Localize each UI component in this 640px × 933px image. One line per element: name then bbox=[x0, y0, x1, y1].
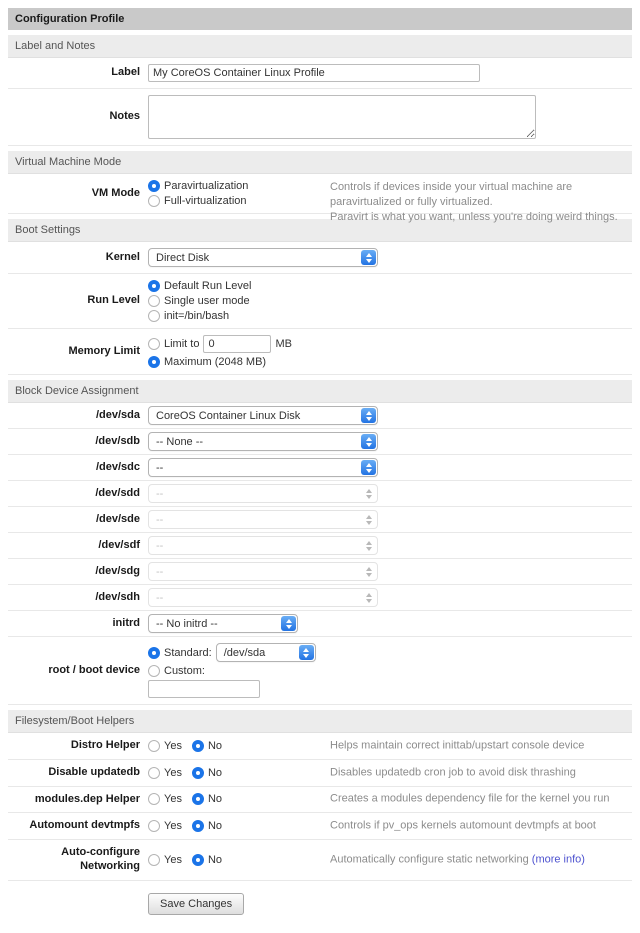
select-stepper-icon bbox=[361, 564, 376, 579]
device-label: /dev/sde bbox=[95, 512, 140, 525]
helper-label: Disable updatedb bbox=[48, 765, 140, 778]
root-device-select-value: /dev/sda bbox=[223, 646, 266, 659]
device-sdc-select[interactable] bbox=[148, 458, 378, 477]
device-label: /dev/sdb bbox=[95, 434, 140, 447]
device-row-sdb bbox=[8, 429, 632, 455]
device-label: /dev/sdf bbox=[98, 538, 140, 551]
yes-label: Yes bbox=[164, 739, 182, 752]
vm-mode-option-full-virtualization[interactable] bbox=[148, 195, 248, 207]
no-label: No bbox=[207, 793, 223, 806]
helper-help-text: Automatically configure static networking (more info) bbox=[330, 853, 585, 866]
yes-label: Yes bbox=[164, 820, 182, 833]
yes-label: Yes bbox=[164, 793, 182, 806]
radio-unchecked-icon[interactable] bbox=[148, 295, 160, 307]
radio-checked-icon[interactable] bbox=[148, 280, 160, 292]
device-select-value: -- bbox=[156, 487, 164, 500]
memory-limit-row bbox=[8, 329, 632, 375]
select-stepper-icon bbox=[361, 538, 376, 553]
kernel-select[interactable] bbox=[148, 248, 378, 267]
section-label-and-notes: Label and Notes bbox=[8, 35, 632, 58]
radio-checked-icon[interactable] bbox=[148, 356, 160, 368]
device-label: /dev/sdg bbox=[95, 564, 140, 577]
kernel-select-value: Direct Disk bbox=[156, 251, 210, 264]
device-sdb-select[interactable] bbox=[148, 432, 378, 451]
radio-checked-icon[interactable] bbox=[148, 647, 160, 659]
memory-unit-label: MB bbox=[275, 338, 292, 350]
run-level-option-label: init=/bin/bash bbox=[164, 310, 230, 322]
no-label: No bbox=[207, 766, 223, 779]
vm-mode-option-paravirtualization[interactable] bbox=[148, 180, 248, 192]
device-sdf-select bbox=[148, 536, 378, 555]
helper-yes-option[interactable] bbox=[148, 740, 182, 752]
device-sdd-select bbox=[148, 484, 378, 503]
device-row-sda bbox=[8, 403, 632, 429]
section-filesystem-boot-helpers: Filesystem/Boot Helpers bbox=[8, 710, 632, 733]
device-row-sdd bbox=[8, 481, 632, 507]
helper-help-text: Disables updatedb cron job to avoid disk thrashing bbox=[330, 766, 576, 779]
page-title: Configuration Profile bbox=[8, 8, 632, 30]
root-boot-device-label: root / boot device bbox=[48, 663, 140, 676]
helper-label: Automount devtmpfs bbox=[29, 819, 140, 832]
device-label: /dev/sda bbox=[95, 408, 140, 421]
memory-limit-to-label: Limit to bbox=[164, 338, 200, 350]
device-label: /dev/sdd bbox=[95, 486, 140, 499]
helper-help-text: Helps maintain correct inittab/upstart console device bbox=[330, 739, 585, 752]
run-level-row bbox=[8, 274, 632, 329]
device-select-value: CoreOS Container Linux Disk bbox=[156, 409, 301, 422]
run-level-option-label: Default Run Level bbox=[164, 280, 252, 292]
device-sdh-select bbox=[148, 588, 378, 607]
label-field-label: Label bbox=[111, 66, 140, 79]
select-stepper-icon bbox=[361, 250, 376, 265]
helper-yes-option[interactable] bbox=[148, 854, 182, 866]
label-row bbox=[8, 58, 632, 89]
select-stepper-icon bbox=[281, 616, 296, 631]
vm-mode-row bbox=[8, 174, 632, 223]
device-row-sde bbox=[8, 507, 632, 533]
device-select-value: -- None -- bbox=[156, 435, 204, 448]
yes-label: Yes bbox=[164, 766, 182, 779]
memory-maximum-label: Maximum (2048 MB) bbox=[164, 356, 267, 368]
notes-textarea[interactable] bbox=[148, 95, 536, 139]
radio-unchecked-icon[interactable] bbox=[148, 767, 160, 779]
select-stepper-icon bbox=[361, 590, 376, 605]
save-changes-button[interactable]: Save Changes bbox=[148, 893, 244, 915]
helper-help-text: Creates a modules dependency file for the kernel you run bbox=[330, 792, 610, 805]
root-device-custom-option[interactable] bbox=[148, 665, 316, 677]
run-level-option-single-user[interactable] bbox=[148, 295, 251, 307]
run-level-option-label: Single user mode bbox=[164, 295, 250, 307]
helper-no-option[interactable] bbox=[192, 793, 222, 805]
device-label: /dev/sdh bbox=[95, 590, 140, 603]
initrd-select-value: -- No initrd -- bbox=[156, 617, 218, 630]
kernel-label: Kernel bbox=[105, 250, 140, 263]
radio-unchecked-icon[interactable] bbox=[148, 338, 160, 350]
memory-maximum-option[interactable] bbox=[148, 356, 292, 368]
device-row-sdc bbox=[8, 455, 632, 481]
vm-mode-option-label: Paravirtualization bbox=[164, 180, 249, 192]
run-level-option-default[interactable] bbox=[148, 280, 251, 292]
section-boot-settings: Boot Settings bbox=[8, 219, 632, 242]
helper-label: Distro Helper bbox=[70, 739, 140, 751]
vm-mode-option-label: Full-virtualization bbox=[164, 195, 247, 207]
device-row-sdg bbox=[8, 559, 632, 585]
kernel-row bbox=[8, 242, 632, 274]
label-input[interactable] bbox=[148, 64, 480, 82]
radio-unchecked-icon[interactable] bbox=[148, 195, 160, 207]
radio-checked-icon[interactable] bbox=[192, 767, 204, 779]
helper-row-auto-networking bbox=[8, 840, 632, 881]
helper-no-option[interactable] bbox=[192, 820, 222, 832]
memory-limit-to-option[interactable] bbox=[148, 338, 199, 350]
radio-unchecked-icon[interactable] bbox=[148, 740, 160, 752]
root-device-custom-input[interactable] bbox=[148, 680, 260, 698]
radio-checked-icon[interactable] bbox=[192, 793, 204, 805]
radio-checked-icon[interactable] bbox=[192, 854, 204, 866]
device-select-value: -- bbox=[156, 591, 164, 604]
device-select-value: -- bbox=[156, 513, 164, 526]
initrd-select[interactable] bbox=[148, 614, 298, 633]
root-device-standard-select[interactable] bbox=[216, 643, 316, 662]
vm-mode-label: VM Mode bbox=[91, 186, 140, 199]
radio-checked-icon[interactable] bbox=[192, 740, 204, 752]
initrd-row bbox=[8, 611, 632, 637]
helper-label: Auto-configure Networking bbox=[61, 846, 140, 872]
select-stepper-icon bbox=[299, 645, 314, 660]
more-info-link[interactable]: (more info) bbox=[531, 853, 585, 866]
select-stepper-icon bbox=[361, 460, 376, 475]
helper-row-updatedb bbox=[8, 760, 632, 787]
helper-yes-option[interactable] bbox=[148, 793, 182, 805]
select-stepper-icon bbox=[361, 408, 376, 423]
run-level-option-init-bash[interactable] bbox=[148, 310, 251, 322]
initrd-label: initrd bbox=[112, 616, 140, 629]
helper-no-option[interactable] bbox=[192, 740, 222, 752]
no-label: No bbox=[207, 739, 223, 752]
helper-label: modules.dep Helper bbox=[34, 792, 140, 805]
helper-no-option[interactable] bbox=[192, 854, 222, 866]
device-label: /dev/sdc bbox=[95, 460, 140, 473]
radio-unchecked-icon[interactable] bbox=[148, 854, 160, 866]
helper-help-text: Controls if pv_ops kernels automount devtmpfs at boot bbox=[330, 819, 596, 832]
radio-checked-icon[interactable] bbox=[148, 180, 160, 192]
radio-unchecked-icon[interactable] bbox=[148, 820, 160, 832]
no-label: No bbox=[207, 820, 223, 833]
radio-unchecked-icon[interactable] bbox=[148, 793, 160, 805]
no-label: No bbox=[207, 853, 223, 866]
device-select-value: -- bbox=[156, 461, 164, 474]
memory-limit-input[interactable] bbox=[203, 335, 271, 353]
select-stepper-icon bbox=[361, 512, 376, 527]
root-device-standard-label: Standard: bbox=[164, 646, 212, 659]
device-sde-select bbox=[148, 510, 378, 529]
helper-row-distro bbox=[8, 733, 632, 760]
root-device-custom-label: Custom: bbox=[164, 665, 205, 677]
helper-yes-option[interactable] bbox=[148, 820, 182, 832]
helper-yes-option[interactable] bbox=[148, 767, 182, 779]
helper-row-devtmpfs bbox=[8, 813, 632, 840]
select-stepper-icon bbox=[361, 486, 376, 501]
device-sdg-select bbox=[148, 562, 378, 581]
root-boot-device-row bbox=[8, 637, 632, 705]
device-row-sdf bbox=[8, 533, 632, 559]
device-select-value: -- bbox=[156, 565, 164, 578]
radio-unchecked-icon[interactable] bbox=[148, 310, 160, 322]
helper-row-modules-dep bbox=[8, 787, 632, 814]
device-select-value: -- bbox=[156, 539, 164, 552]
device-sda-select[interactable] bbox=[148, 406, 378, 425]
notes-row bbox=[8, 89, 632, 146]
radio-checked-icon[interactable] bbox=[192, 820, 204, 832]
memory-limit-label: Memory Limit bbox=[68, 344, 140, 357]
notes-field-label: Notes bbox=[109, 110, 140, 123]
radio-unchecked-icon[interactable] bbox=[148, 665, 160, 677]
section-virtual-machine-mode: Virtual Machine Mode bbox=[8, 151, 632, 174]
yes-label: Yes bbox=[164, 853, 182, 866]
configuration-profile-form bbox=[8, 8, 632, 925]
helper-no-option[interactable] bbox=[192, 767, 222, 779]
root-device-standard-option[interactable] bbox=[148, 647, 212, 659]
run-level-label: Run Level bbox=[87, 294, 140, 307]
section-block-device-assignment: Block Device Assignment bbox=[8, 380, 632, 403]
vm-mode-help-text: Controls if devices inside your virtual machine are paravirtualized or fully virtualized. Paravirt is what you want, unless you're doing weird things. bbox=[330, 181, 618, 223]
device-row-sdh bbox=[8, 585, 632, 611]
select-stepper-icon bbox=[361, 434, 376, 449]
